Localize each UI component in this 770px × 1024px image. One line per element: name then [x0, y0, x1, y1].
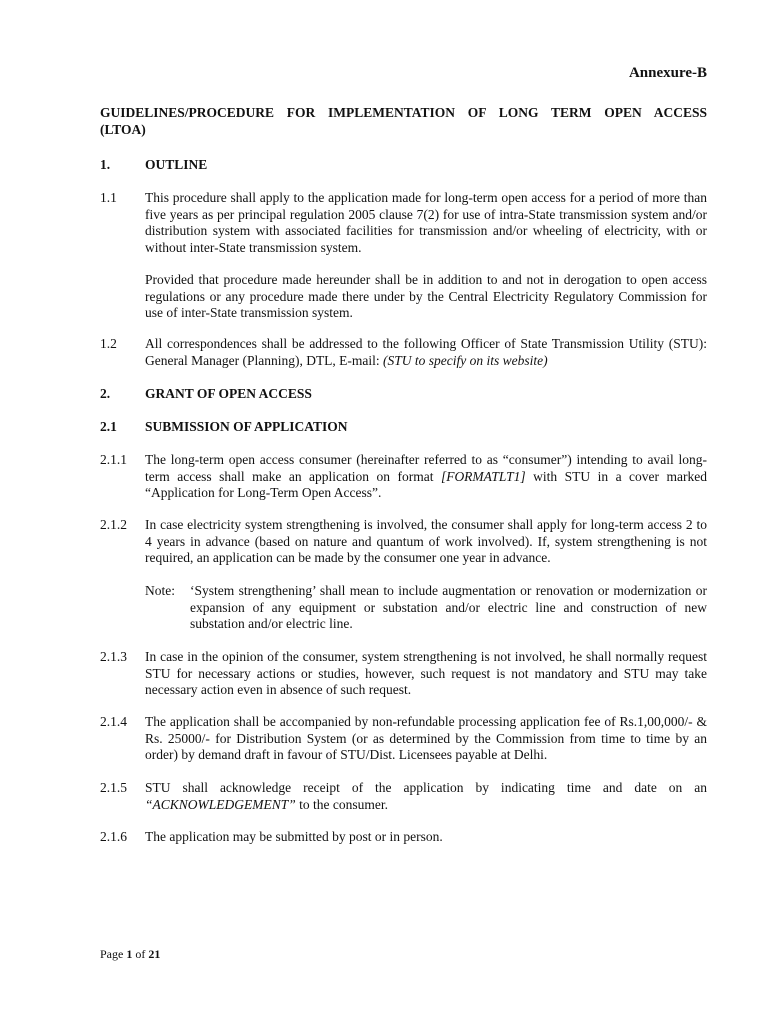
clause-2-1-2: [100, 517, 707, 567]
section-heading-text: SUBMISSION OF APPLICATION: [145, 419, 348, 434]
clause-text-italic: [FORMATLT1]: [440, 468, 526, 484]
section-heading-text: GRANT OF OPEN ACCESS: [145, 386, 312, 401]
clause-number: 2.1.4: [100, 714, 127, 729]
section-number: 1.: [100, 157, 111, 172]
section-2-1-heading: [100, 419, 707, 436]
clause-2-1-6: [100, 829, 707, 846]
clause-text: This procedure shall apply to the application made for long-term open access for a period of more than five years as per principal regulation 2005 clause 7(2) for use of intra-State transmission system and/or distribution system with associated facilities for transmission and/or wheeling of electricity, with or without inter-State transmission system.: [145, 190, 707, 255]
footer-of-word: of: [132, 947, 149, 961]
clause-text-italic: (STU to specify on its website): [383, 352, 548, 368]
clause-text-part: with STU in a cover marked “Application for Long-Term Open Access”.: [145, 468, 707, 500]
page-footer: [100, 947, 160, 962]
clause-number: 1.1: [100, 190, 117, 205]
title-line-2: (LTOA): [100, 122, 146, 137]
clause-1-1-proviso: [100, 272, 707, 322]
clause-number: 2.1.1: [100, 452, 127, 467]
clause-text: In case in the opinion of the consumer, system strengthening is not involved, he shall normally request STU for necessary actions or studies, however, such request is not mandatory and STU may take necessary action even in absence of such request.: [145, 649, 707, 697]
section-1-heading: [100, 157, 707, 174]
clause-number: 2.1.5: [100, 780, 127, 795]
note-label: Note:: [145, 583, 175, 598]
section-number: 2.1: [100, 419, 117, 434]
clause-text: [145, 336, 707, 369]
clause-text-part: STU shall acknowledge receipt of the application by indicating time and date on an: [145, 780, 707, 795]
clause-text: [145, 452, 707, 502]
clause-text: The application may be submitted by post or in person.: [145, 829, 443, 844]
section-number: 2.: [100, 386, 111, 401]
footer-page-number: 1: [126, 947, 133, 961]
clause-2-1-5: [100, 780, 707, 813]
clause-text-part: The long-term open access consumer (hereinafter referred to as “consumer”) intending to avail long-term access shall make an application on format: [145, 452, 707, 484]
clause-number: 1.2: [100, 336, 117, 351]
clause-1-2: [100, 336, 707, 369]
clause-number: 2.1.6: [100, 829, 127, 844]
clause-2-1-4: [100, 714, 707, 764]
annexure-label: Annexure-B: [628, 65, 707, 81]
clause-text: [145, 780, 707, 813]
clause-text-italic: “ACKNOWLEDGEMENT”: [145, 796, 296, 812]
clause-text-part: to the consumer.: [295, 796, 389, 812]
clause-text: In case electricity system strengthening is involved, the consumer shall apply for long-term access 2 to 4 years in advance (based on nature and quantum of work involved). If, system strengthening is not required, an application can be made by the consumer one year in advance.: [145, 517, 707, 565]
section-heading-text: OUTLINE: [145, 157, 208, 172]
clause-proviso-text: Provided that procedure made hereunder shall be in addition to and not in derogation to open access regulations or any procedure made there under by the Central Electricity Regulatory Commission for use of inter-State transmission system.: [145, 272, 707, 320]
clause-2-1-3: [100, 649, 707, 699]
clause-number: 2.1.3: [100, 649, 127, 664]
clause-number: 2.1.2: [100, 517, 127, 532]
clause-text: The application shall be accompanied by non-refundable processing application fee of Rs.1,00,000/- & Rs. 25000/- for Distribution System (or as determined by the Commission from time to time by an order) by demand draft in favour of STU/Dist. Licensees payable at Delhi.: [145, 714, 707, 762]
section-2-heading: [100, 386, 707, 403]
document-title: [100, 104, 707, 138]
clause-text-part: All correspondences shall be addressed to the following Officer of State Transmission Utility (STU): General Manager (Planning), DTL, E-mail:: [145, 336, 707, 368]
footer-page-total: 21: [148, 947, 161, 961]
footer-page-word: Page: [100, 947, 127, 961]
title-line-1: GUIDELINES/PROCEDURE FOR IMPLEMENTATION OF LONG TERM OPEN ACCESS: [100, 105, 707, 120]
clause-1-1: [100, 190, 707, 256]
clause-2-1-1: [100, 452, 707, 502]
note-text: ‘System strengthening’ shall mean to include augmentation or renovation or modernization or expansion of any equipment or substation and/or electric line and construction of new substation and/or electric line.: [190, 583, 707, 631]
clause-2-1-2-note: [145, 583, 707, 633]
